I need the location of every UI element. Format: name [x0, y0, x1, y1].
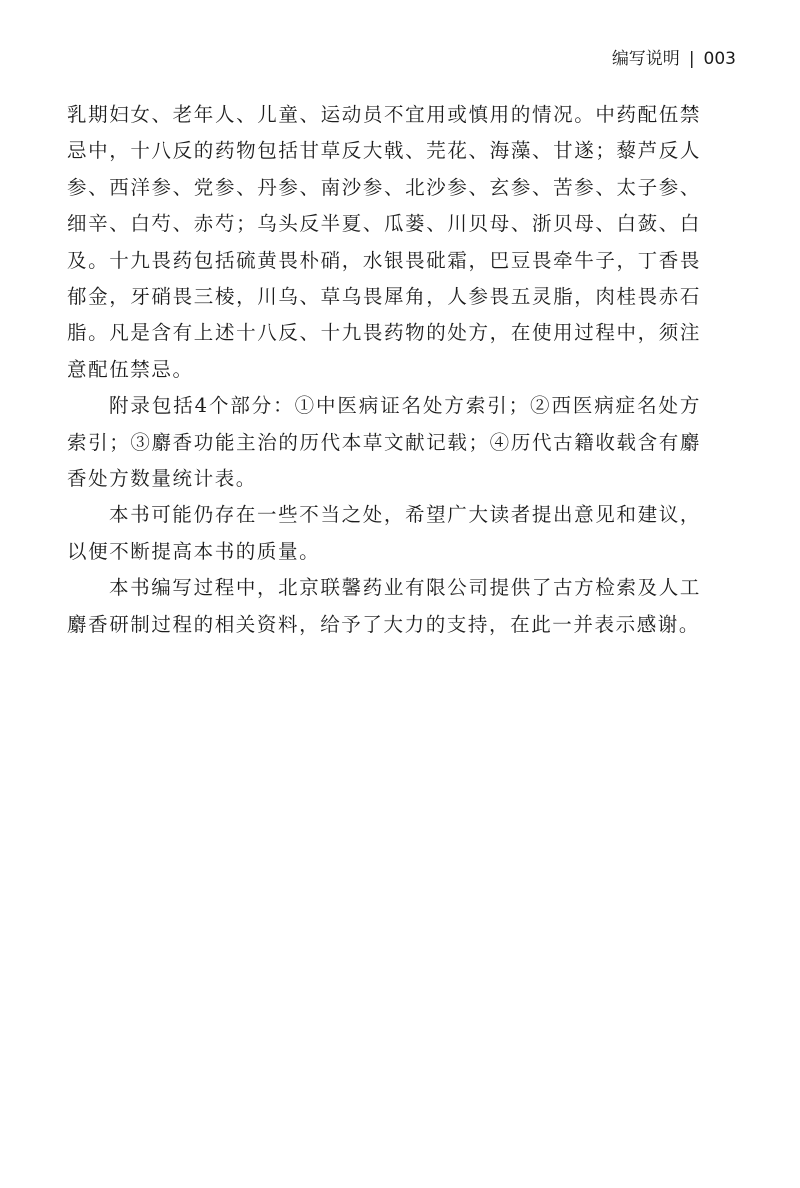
paragraph-continued: 乳期妇女、老年人、儿童、运动员不宜用或慎用的情况。中药配伍禁忌中，十八反的药物包括甘草反大戟、芫花、海藻、甘遂；藜芦反人参、西洋参、党参、丹参、南沙参、北沙参、玄参、苦参、太子参、细辛、白芍、赤芍；乌头反半夏、瓜蒌、川贝母、浙贝母、白蔹、白及。十九畏药包括硫黄畏朴硝，水银畏砒霜，巴豆畏牵牛子，丁香畏郁金，牙硝畏三棱，川乌、草乌畏犀角，人参畏五灵脂，肉桂畏赤石脂。凡是含有上述十八反、十九畏药物的处方，在使用过程中，须注意配伍禁忌。	[67, 103, 701, 381]
running-header	[612, 46, 736, 72]
page-number: 003	[703, 49, 736, 69]
paragraph-feedback: 本书可能仍存在一些不当之处，希望广大读者提出意见和建议，以便不断提高本书的质量。	[67, 503, 701, 563]
header-separator: |	[688, 49, 695, 69]
section-title: 编写说明	[611, 49, 680, 69]
body-text	[67, 97, 701, 643]
paragraph-appendix: 附录包括4个部分：①中医病证名处方索引；②西医病症名处方索引；③麝香功能主治的历代本草文献记载；④历代古籍收载含有麝香处方数量统计表。	[67, 394, 701, 491]
paragraph-acknowledgement: 本书编写过程中，北京联馨药业有限公司提供了古方检索及人工麝香研制过程的相关资料，给予了大力的支持，在此一并表示感谢。	[67, 576, 701, 636]
